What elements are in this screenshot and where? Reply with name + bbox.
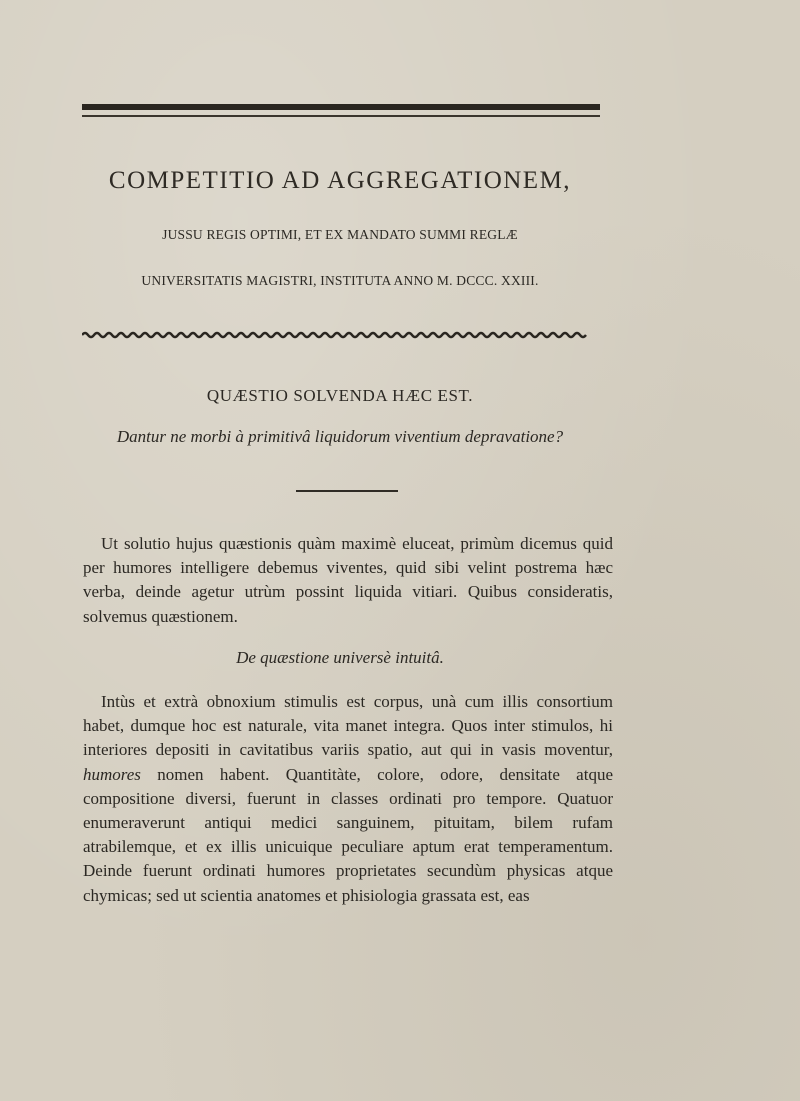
short-divider-rule — [296, 490, 398, 492]
document-title: COMPETITIO AD AGGREGATIONEM, — [108, 167, 572, 194]
wavy-rule — [82, 330, 600, 340]
paragraph-2 — [83, 690, 613, 908]
top-double-rule — [82, 104, 600, 120]
subtitle-line-1: JUSSU REGIS OPTIMI, ET EX MANDATO SUMMI REGLÆ — [162, 227, 518, 242]
paragraph-2-part-2: nomen habent. Quantitàte, colore, odore, densitate atque compositione diversi, fuerunt in classes ordinati pro tempore. Quatuor enumeraverunt antiqui medici sanguinem, pituitam, bilem rufam atrabilemque, et ex illis unicuique peculiare aptum erat temperamentum. Deinde fuerunt ordinati humores proprietates secundùm physicas atque chymicas; sed ut scientia anatomes et phisiologia grassata est, eas — [83, 764, 613, 905]
paragraph-2-emphasis: humores — [83, 764, 141, 784]
question-text: Dantur ne morbi à primitivâ liquidorum viventium depravatione? — [116, 427, 564, 446]
paragraph-1 — [83, 532, 613, 629]
section-title: De quæstione universè intuitâ. — [236, 648, 444, 667]
top-thin-rule — [82, 115, 600, 117]
question-heading: QUÆSTIO SOLVENDA HÆC EST. — [206, 386, 474, 405]
subtitle-line-2: UNIVERSITATIS MAGISTRI, INSTITUTA ANNO M. DCCC. XXIII. — [141, 273, 539, 288]
paragraph-2-text — [83, 690, 613, 908]
paragraph-2-part-1: Intùs et extrà obnoxium stimulis est corpus, unà cum illis consortium habet, dumque hoc est naturale, vita manet integra. Quos inter stimulos, hi interiores depositi in cavitatibus variis spatio, aut qui in vasis moventur, — [83, 692, 613, 760]
top-thick-rule — [82, 104, 600, 110]
paragraph-1-text: Ut solutio hujus quæstionis quàm maximè eluceat, primùm dicemus quid per humores intelligere debemus viventes, quid sibi velint postrema hæc verba, deinde agetur utrùm possint liquida vitiari. Quibus consideratis, solvemus quæstionem. — [83, 534, 613, 626]
